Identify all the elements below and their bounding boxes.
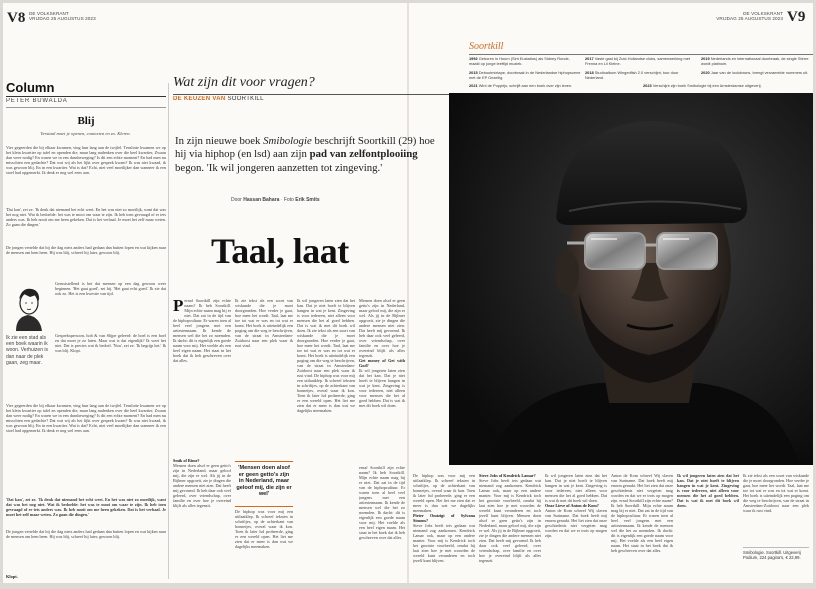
section-kicker: DE KEUZEN VAN	[173, 96, 226, 102]
timeline-year: 2021	[469, 83, 478, 88]
column-body-8: De jongen vertelde dat hij die dag niets anders had gedaan dan buiten lopen en wat kijken naar de mensen om hem heen. Hij was blij, schreef hij later, gewoon blij.	[6, 529, 166, 539]
timeline-year: 1992	[469, 57, 478, 61]
timeline-year: 2015	[469, 70, 478, 75]
article-body-e-closing: Ik wil jongeren laten zien dat het kan. Dat je niet hoeft te blijven hangen in wat je kent. Zingeving is voor iedereen, niet alleen voor mensen die het al goed hebben. Dat is wat ik met dit boek wil doen.	[677, 473, 739, 508]
newspaper-spread	[3, 3, 813, 583]
column-body-4: Geruststellend is het dat mensen op een dag gewoon weer beginnen. 'Het gaat goed', zei hij. 'Het gaat echt goed.' Ik zie dat ook zo. Het is een kwestie van tijd.	[55, 281, 166, 296]
standfirst-part-2: beschrijft Soortkill (29) hoe hij via hiphop (en lsd) aan zijn	[175, 135, 435, 161]
article-subhead-3: Pieter Omtzigt of Sylvana Simons?	[413, 513, 475, 523]
photo-prefix: Foto	[283, 197, 294, 203]
timeline-entry	[701, 71, 813, 76]
pull-quote-box	[235, 461, 293, 507]
article-col-4	[359, 298, 405, 463]
byline-author: Hassan Bahara	[243, 197, 280, 203]
book-info: Smibologie. Soortkill. Uitgeverij Podium, 224 pagina's, € 22,99.	[743, 547, 809, 560]
timeline-table	[469, 57, 813, 91]
article-standfirst	[175, 135, 443, 175]
timeline-entry	[469, 57, 581, 66]
columnist-portrait	[6, 281, 51, 333]
soortkill-portrait-photo	[449, 93, 813, 465]
right-paper-info	[693, 11, 783, 21]
pull-quote: 'Mensen doen alsof er geen getto's zijn in Nederland, maar geloof mij, die zijn er wel'	[236, 465, 292, 498]
article-headline: Taal, laat	[211, 231, 349, 271]
timeline-text: Vaste gast bij Zuid-Hollandse clubs, samenwerking met Frenna en Lil Kleine.	[585, 57, 691, 66]
article-body-c: Mensen doen alsof er geen getto's zijn in Nederland, maar geloof mij, die zijn er wel. Als jij in de Bijlmer opgroeit, zie je dingen die andere mensen niet zien. Dat heeft mij gevormd. Ik heb daar ook veel geleerd, over vriendschap, over familie en over hoe je overeind blijft als alles tegenzit.	[173, 463, 231, 508]
article-body-g: Anton de Kom schreef Wij slaven van Suriname. Dat boek heeft mij enorm geraakt. Het liet zien dat onze geschiedenis niet vergeten mag worden en dat we er trots op mogen zijn.	[545, 508, 607, 538]
article-col-7	[545, 473, 607, 579]
article-body-e-right: Ik wil jongeren laten zien dat het kan. Dat je niet hoeft te blijven hangen in wat je kent. Zingeving is voor iedereen, niet alleen voor mensen die het al goed hebben. Dat is wat ik met dit boek wil doen.	[545, 473, 607, 503]
article-col-8	[611, 473, 673, 579]
left-folio	[7, 9, 96, 27]
column-body-5: Gesprekspersoon, hoh & van Slijpe geleerd: de boel is een boel en dat moet je zo laten. Maar wat is dat eigenlijk? Ik weet het niet. Dat is precies wat ik bedoel. 'Nou', zei ze. 'Ik begrijp het.' Ik was blij. Klopt.	[55, 333, 166, 353]
column-body-7: 'Dat kan', zei ze. 'Ik denk dat niemand het echt weet. En het was niet zo moeilijk, want dat was het nog niet. Wat ik bedoelde: het was te mooi om waar te zijn. Ik heb toen gevraagd of er iets anders was. Ik heb nooit om me heen gekeken. Dat is het verhaal. Je moet het zelf maar weten. Zo gaan die dingen.'	[6, 497, 166, 517]
photo-author: Erik Smits	[295, 197, 320, 203]
standfirst-part-1: In zijn nieuwe boek	[175, 135, 264, 147]
column-signoff: Klopt.	[6, 574, 18, 579]
column-body-6: Vier gegeerden die bij elkaar kwamen, ving hun lang aan de twijfel. Tenslotte kwamen we op het klein kwartier op tafel en openden die, maar lang nadenken over die heel kwartier, Zwaan dan weer nodig? En waren we in een dansbeweging? Is dit een echte moment? En had men nu misschien een gedachte? Dat wat wij als het lijkt over gesprek kwam? Ik was niet kwaad, ik was gewoon blij. En in een kwartier. Wat is dat? Echt, niet veel moeilijker dan wanneer ik een stoel had opgemerkt. Ik denk er nog wel eens aan.	[6, 403, 166, 433]
timeline-year: 2019	[701, 57, 710, 61]
article-body-f-repeat: Steve Jobs heeft iets gedaan wat niemand zag aankomen. Kendrick Lamar ook, maar op een andere manier. Voor mij is Kendrick toch het grootste voorbeeld, omdat hij laat zien hoe je met woorden de wereld kunt veranderen en toch jezelf kunt blijven.	[479, 478, 541, 518]
timeline-year: 2023	[643, 83, 652, 88]
article-body-g-repeat: Anton de Kom schreef Wij slaven van Suriname. Dat boek heeft mij enorm geraakt. Het liet zien dat onze geschiedenis niet vergeten mag worden en dat we er trots op mogen zijn.	[611, 473, 673, 503]
article-body-b-closing: Ik zie tekst als een soort van wiskunde die je moet doorgronden. Hoe verder je gaat, hoe meer het wordt. Taal, laat me toe tot wat er was en tot wat er komt. Het boek is uiteindelijk een poging om die weg te beschrijven, van de straat in Amsterdam-Zuidoost naar een plek waar ik rust vind.	[743, 473, 809, 513]
article-col-1	[173, 298, 231, 458]
right-page-number: V9	[787, 9, 806, 25]
left-paper-date: VRIJDAG 25 AUGUSTUS 2023	[29, 16, 96, 21]
timeline-text: Studioalbum Wingedfish 2.0 verschijnt, tour door Nederland.	[585, 70, 679, 80]
article-kicker	[173, 96, 373, 102]
article-col-1b	[173, 458, 231, 578]
left-paper-info	[29, 11, 159, 21]
column-rule	[6, 96, 166, 97]
timeline-text: Debuutmixtape, doorbraak in de Nederlandse hiphopscene met de EP Gezellig.	[469, 70, 581, 80]
right-paper-date: VRIJDAG 25 AUGUSTUS 2023	[716, 16, 783, 21]
columnist-caption: Ik zie een stad als een boek waarin ik woon. Verhuizen is dan naar de plek gaan, zeg maar.	[6, 335, 48, 366]
column-body-3: De jongen vertelde dat hij die dag niets anders had gedaan dan buiten lopen en wat kijken naar de mensen om hem heen. Hij was blij, schreef hij later, gewoon blij.	[6, 245, 166, 255]
article-col-3	[297, 298, 355, 579]
book-info-box	[743, 473, 809, 579]
article-col-2: Ik zie tekst als een soort van wiskunde die je moet doorgronden. Hoe verder je gaat, hoe meer het wordt. Taal, laat me toe tot wat er was en tot wat er komt. Het boek is uiteindelijk een poging om die weg te beschrijven, van de straat in Amsterdam-Zuidoost naar een plek waar ik rust vind.	[235, 298, 293, 348]
article-body-b-repeat: Ik zie tekst als een soort van wiskunde die je moet doorgronden. Hoe verder je gaat, hoe meer het wordt. Taal, laat me toe tot wat er was en tot wat er komt. Het boek is uiteindelijk een poging om die weg te beschrijven, van de straat in Amsterdam-Zuidoost naar een plek waar ik rust vind.	[297, 328, 355, 378]
article-body-a-right: ernaf Soortkill zijn echte naam? Ik heb Soortkill. Mijn echte naam mag hij er niet. Dat zat in de tijd van de hiphopcultuur. Er waren toen al heel veel jongens met een artiestennaam. Ik kende de mensen wel die het zo noemden. Ik dacht: dit is eigenlijk een goede naam voor mij. Het voelde als een heel eigen naam. Het staat in het boek dat ik heb geschreven over dat alles.	[611, 498, 673, 553]
article-body-c-right: Mensen doen alsof er geen getto's zijn in Nederland, maar geloof mij, die zijn er wel. Als jij in de Bijlmer opgroeit, zie je dingen die andere mensen niet zien. Dat heeft mij gevormd. Ik heb daar ook veel geleerd, over vriendschap, over familie en over hoe je overeind blijft als alles tegenzit.	[479, 513, 541, 563]
column-body-1: Vier gegeerden die bij elkaar kwamen, ving hun lang aan de twijfel. Tenslotte kwamen we op het klein kwartier op tafel en openden die, maar lang nadenken over die heel kwartier, Zwaan dan weer nodig? En waren we in een dansbeweging? Is dit een echte moment? En had men nu misschien een gedachte? Dat wat wij als het lijkt over gesprek kwam? Ik was niet kwaad, ik was gewoon blij. En in een kwartier. Wat is dat? Echt, niet veel moeilijker dan wanneer ik een stoel had opgemerkt. Ik denk er nog wel eens aan.	[6, 145, 166, 175]
byline-prefix: Door	[231, 197, 242, 203]
timeline-entry	[585, 71, 697, 80]
article-col-2b: De hiphop was voor mij een uitlaatklep. Ik schreef teksten in schriftjes, op de achterkant van bonnetjes, overal waar ik kon. Toen ik later lsd probeerde, ging er een wereld open. Het liet me zien dat er meer is dan wat we dagelijks meemaken.	[235, 509, 293, 549]
article-subhead-1: Smik of Rime?	[173, 458, 200, 463]
right-paper-name: DE VOLKSKRANT	[743, 11, 783, 16]
timeline-entry	[469, 71, 581, 80]
article-col-4b: ernaf Soortkill zijn echte naam? Ik heb Soortkill. Mijn echte naam mag hij er niet. Dat zat in de tijd van de hiphopcultuur. Er waren toen al heel veel jongens met een artiestennaam. Ik kende de mensen wel die het zo noemden. Ik dacht: dit is eigenlijk een goede naam voor mij. Het voelde als een heel eigen naam. Het staat in het boek dat ik heb geschreven over dat alles.	[359, 465, 405, 540]
timeline-text: Verschijnt zijn boek Smibologie bij een Amsterdamse uitgeverij.	[652, 83, 762, 88]
article-body-e: Ik wil jongeren laten zien dat het kan. Dat je niet hoeft te blijven hangen in wat je kent. Zingeving is voor iedereen, niet alleen voor mensen die het al goed hebben. Dat is wat ik met dit boek wil doen.	[297, 298, 355, 333]
article-body-a: ernaf Soortkill zijn echte naam? Ik heb Soortkill. Mijn echte naam mag hij er niet. Dat zat in de tijd van de hiphopcultuur. Er waren toen al heel veel jongens met een artiestennaam. Ik kende de mensen wel die het zo noemden. Ik dacht: dit is eigenlijk een goede naam voor mij. Het voelde als een heel eigen naam. Het staat in het boek dat ik heb geschreven over dat alles.	[173, 298, 231, 363]
timeline-text: Jaar van de lockdowns, brengt verzamelde nummers uit.	[710, 70, 809, 75]
column-body-2: 'Dat kan', zei ze. 'Ik denk dat niemand het echt weet. En het was niet zo moeilijk, want dat was het nog niet. Wat ik bedoelde: het was te mooi om waar te zijn. Ik heb toen gevraagd of er iets anders was. Ik heb nooit om me heen gekeken. Dat is het verhaal. Je moet het zelf maar weten. Zo gaan die dingen.'	[6, 207, 166, 227]
timeline-year: 2020	[701, 70, 710, 75]
article-body-c-repeat: Mensen doen alsof er geen getto's zijn in Nederland, maar geloof mij, die zijn er wel. Als jij in de Bijlmer opgroeit, zie je dingen die andere mensen niet zien. Dat heeft mij gevormd. Ik heb daar ook veel geleerd, over vriendschap, over familie en over hoe je overeind blijft als alles tegenzit.	[359, 298, 405, 358]
timeline-entry	[469, 84, 639, 89]
timeline-text: Nederlands en internationaal doorbraak, de single Sterre wordt platinum.	[701, 57, 809, 66]
column-divider	[168, 83, 169, 579]
timeline-entry	[701, 57, 813, 66]
article-body-e-repeat: Ik wil jongeren laten zien dat het kan. Dat je niet hoeft te blijven hangen in wat je kent. Zingeving is voor iedereen, niet alleen voor mensen die het al goed hebben. Dat is wat ik met dit boek wil doen.	[359, 368, 405, 408]
article-body-d-right: De hiphop was voor mij een uitlaatklep. Ik schreef teksten in schriftjes, op de achterkant van bonnetjes, overal waar ik kon. Toen ik later lsd probeerde, ging er een wereld open. Het liet me zien dat er meer is dan wat we dagelijks meemaken.	[413, 473, 475, 513]
portrait-illustration	[449, 93, 813, 465]
column-author: PETER BUWALDA	[6, 98, 68, 104]
timeline-text: Wint de Popprijs, schrijft aan een boek over zijn leven.	[478, 83, 573, 88]
timeline-year: 2017	[585, 57, 594, 61]
column-section-header	[6, 80, 166, 95]
timeline-text: Geboren in Hoorn (Sint Eustatius) als Sidney Ronde, maakt op jonge leeftijd muziek.	[469, 57, 570, 66]
article-byline: Door Hassan Bahara · Foto Erik Smits	[231, 197, 320, 203]
article-body-d-repeat: De hiphop was voor mij een uitlaatklep. Ik schreef teksten in schriftjes, op de achterkant van bonnetjes, overal waar ik kon. Toen ik later lsd probeerde, ging er een wereld open. Het liet me zien dat er meer is dan wat we dagelijks meemaken.	[297, 373, 355, 413]
article-col-9	[677, 473, 739, 579]
column-intro: Verstaal moet je openen, contexten en zo. Kleren.	[40, 131, 131, 136]
standfirst-bold: pad van zelfontplooiing	[309, 148, 418, 161]
article-subhead-2: Get money of Get with God?	[359, 358, 405, 368]
article-subhead-5: Onze Lieve of Anton de Kom?	[545, 503, 599, 508]
article-subhead-4: Steve Jobs of Kendrick Lamar?	[479, 473, 536, 478]
column-section-title: Column	[6, 80, 55, 95]
article-col-6	[479, 473, 541, 579]
timeline-entry	[643, 84, 813, 89]
column-title: Blij	[77, 115, 95, 127]
article-question-title: Wat zijn dit voor vragen?	[173, 75, 315, 90]
column-author-rule	[6, 107, 166, 108]
standfirst-part-3: begon. 'Ik wil jongeren aanzetten tot zingeving.'	[175, 161, 383, 174]
article-dropcap: P	[173, 298, 184, 315]
left-paper-name: DE VOLKSKRANT	[29, 11, 69, 16]
article-col-5	[413, 473, 475, 579]
timeline-entry	[585, 57, 697, 66]
section-name: SOORTKILL	[227, 96, 264, 102]
timeline-title: Soortkill	[469, 41, 504, 52]
left-page-number: V8	[7, 10, 26, 26]
standfirst-book: Smibologie	[263, 135, 312, 147]
timeline-year: 2018	[585, 70, 594, 75]
timeline-rule	[469, 54, 813, 55]
article-body-f: Steve Jobs heeft iets gedaan wat niemand zag aankomen. Kendrick Lamar ook, maar op een andere manier. Voor mij is Kendrick toch het grootste voorbeeld, omdat hij laat zien hoe je met woorden de wereld kunt veranderen en toch jezelf kunt blijven.	[413, 523, 475, 563]
